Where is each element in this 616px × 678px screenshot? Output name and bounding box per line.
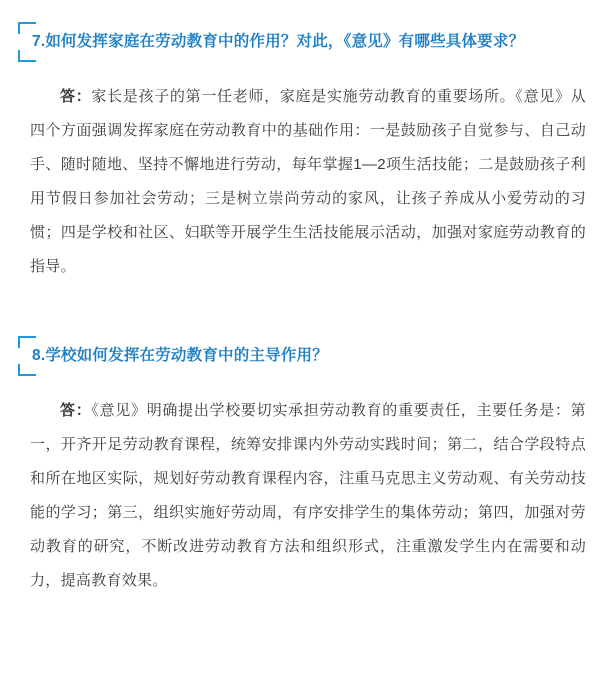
qa-block-8 (0, 336, 616, 598)
answer-paragraph-8 (30, 394, 586, 598)
answer-paragraph-7 (30, 80, 586, 284)
answer-body-7: 家长是孩子的第一任老师，家庭是实施劳动教育的重要场所。《意见》从四个方面强调发挥家庭在劳动教育中的基础作用：一是鼓励孩子自觉参与、自己动手、随时随地、坚持不懈地进行劳动，每年掌握1—2项生活技能；二是鼓励孩子利用节假日参加社会劳动；三是树立崇尚劳动的家风，让孩子养成从小爱劳动的习惯；四是学校和社区、妇联等开展学生生活技能展示活动，加强对家庭劳动教育的指导。 (30, 88, 586, 275)
answer-lead-7: 答： (60, 88, 92, 105)
top-spacer (0, 0, 616, 22)
question-heading-8 (18, 336, 594, 376)
qa-block-7 (0, 22, 616, 284)
question-text-8: 8.学校如何发挥在劳动教育中的主导作用？ (32, 347, 328, 364)
answer-lead-8: 答： (60, 402, 92, 419)
bracket-top-corner-icon (18, 22, 36, 34)
block-spacer (0, 284, 616, 336)
question-heading-7 (18, 22, 594, 62)
answer-body-8: 《意见》明确提出学校要切实承担劳动教育的重要责任，主要任务是：第一，开齐开足劳动教育课程，统筹安排课内外劳动实践时间；第二，结合学段特点和所在地区实际，规划好劳动教育课程内容，注重马克思主义劳动观、有关劳动技能的学习；第三，组织实施好劳动周，有序安排学生的集体劳动；第四，加强对劳动教育的研究，不断改进劳动教育方法和组织形式，注重激发学生内在需要和动力，提高教育效果。 (30, 402, 586, 589)
bracket-bottom-corner-icon (18, 364, 36, 376)
bracket-top-corner-icon (18, 336, 36, 348)
question-text-7: 7.如何发挥家庭在劳动教育中的作用？对此，《意见》有哪些具体要求？ (32, 33, 525, 50)
bracket-bottom-corner-icon (18, 50, 36, 62)
